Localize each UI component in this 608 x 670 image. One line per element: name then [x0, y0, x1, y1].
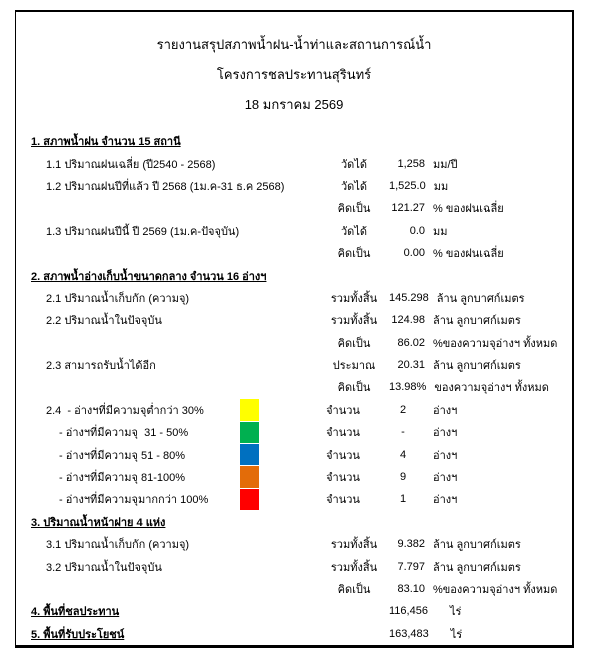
row-qualifier: คิดเป็น — [337, 382, 371, 395]
row-qualifier: จำนวน — [326, 494, 360, 507]
row-unit: อ่างฯ — [433, 404, 458, 417]
row-reservoir-current-percent — [16, 332, 572, 354]
row-reservoir-current — [16, 309, 572, 331]
row-qualifier: วัดได้ — [341, 180, 367, 193]
report-header — [16, 12, 572, 120]
row-qualifier: รวมทั้งสิ้น — [330, 292, 378, 305]
row-unit: ล้าน ลูกบาศก์เมตร — [433, 539, 521, 552]
row-unit: อ่างฯ — [433, 494, 458, 507]
row-qualifier: จำนวน — [326, 449, 360, 462]
row-value: 0.00 — [403, 247, 425, 260]
row-rainfall-last-year — [16, 175, 572, 197]
section-title: 1. สภาพน้ำฝน จำนวน 15 สถานี — [31, 136, 181, 149]
row-unit: ไร่ — [450, 628, 463, 641]
row-unit: %ของความจุอ่างฯ ทั้งหมด — [433, 584, 558, 596]
row-unit: %ของความจุอ่างฯ ทั้งหมด — [433, 337, 558, 350]
row-value: 13.98% — [389, 381, 427, 394]
color-swatch-yellow — [240, 399, 259, 421]
row-qualifier: วัดได้ — [341, 158, 367, 171]
row-value: 116,456 — [389, 605, 428, 618]
row-label: 2.3 สามารถรับน้ำได้อีก — [46, 360, 156, 373]
section-title: 2. สภาพน้ำอ่างเก็บน้ำขนาดกลาง จำนวน 16 อ่างฯ — [31, 270, 267, 283]
row-qualifier: จำนวน — [326, 472, 360, 485]
row-reservoir-remaining-percent — [16, 376, 572, 398]
row-label: - อ่างฯที่มีความจุ 51 - 80% — [59, 449, 186, 462]
color-swatch-orange — [240, 466, 259, 488]
row-label: 1.1 ปริมาณฝนเฉลี่ย (ปี2540 - 2568) — [46, 158, 216, 171]
row-label: 2.4 - อ่างฯที่มีความจุต่ำกว่า 30% — [46, 404, 204, 417]
row-qualifier: จำนวน — [326, 404, 360, 417]
row-value: 4 — [399, 448, 407, 461]
row-weir-capacity — [16, 533, 572, 555]
row-qualifier: คิดเป็น — [337, 584, 371, 596]
row-capacity-31-50 — [16, 421, 572, 443]
section-rainfall-header — [16, 130, 572, 152]
row-value: 20.31 — [397, 359, 425, 372]
row-capacity-over-100 — [16, 488, 572, 510]
row-label: - อ่างฯที่มีความจุ 31 - 50% — [59, 427, 189, 440]
row-unit: % ของฝนเฉลี่ย — [433, 203, 504, 216]
row-unit: อ่างฯ — [433, 472, 458, 485]
row-qualifier: คิดเป็น — [337, 248, 371, 261]
row-value: 86.02 — [397, 336, 425, 349]
row-label: 3.2 ปริมาณน้ำในปัจจุบัน — [46, 561, 162, 574]
row-label: 3.1 ปริมาณน้ำเก็บกัก (ความจุ) — [46, 539, 190, 552]
section-reservoirs-header — [16, 264, 572, 286]
section-title: 4. พื้นที่ชลประทาน — [31, 606, 120, 619]
row-rainfall-this-year-percent — [16, 242, 572, 264]
color-swatch-blue — [240, 444, 259, 466]
row-capacity-51-80 — [16, 443, 572, 465]
row-reservoir-remaining — [16, 354, 572, 376]
report-body — [16, 130, 572, 645]
section-title: 3. ปริมาณน้ำหน้าฝาย 4 แห่ง — [31, 516, 166, 529]
row-qualifier: คิดเป็น — [337, 337, 371, 350]
row-qualifier: จำนวน — [326, 427, 360, 440]
row-weir-current — [16, 555, 572, 577]
row-value: 9.382 — [397, 538, 425, 551]
row-qualifier: วัดได้ — [341, 225, 367, 238]
row-unit: ล้าน ลูกบาศก์เมตร — [433, 315, 521, 328]
row-value: 1,525.0 — [389, 179, 426, 192]
row-rainfall-last-year-percent — [16, 197, 572, 219]
report-page — [15, 10, 574, 648]
row-unit: มม — [433, 180, 449, 193]
row-value: 7.797 — [397, 560, 425, 573]
row-unit: มม — [433, 225, 448, 238]
report-date: 18 มกราคม 2569 — [244, 97, 344, 112]
row-value: 163,483 — [389, 627, 429, 640]
row-unit: อ่างฯ — [433, 427, 458, 440]
row-value: 121.27 — [391, 202, 425, 215]
color-swatch-green — [240, 422, 259, 444]
row-value: 124.98 — [391, 314, 425, 327]
row-qualifier: รวมทั้งสิ้น — [330, 315, 378, 328]
row-label: - อ่างฯที่มีความจุมากกว่า 100% — [59, 494, 209, 507]
project-name: โครงการชลประทานสุรินทร์ — [216, 67, 372, 82]
row-value: 145.298 — [389, 291, 429, 304]
report-title: รายงานสรุปสภาพน้ำฝน-น้ำท่าและสถานการณ์น้ำ — [156, 37, 432, 52]
row-unit: อ่างฯ — [433, 449, 458, 462]
row-value: 1 — [399, 493, 407, 506]
row-qualifier: ประมาณ — [332, 360, 376, 373]
row-value: 9 — [399, 471, 407, 484]
row-capacity-below-30 — [16, 399, 572, 421]
row-value: 1,258 — [397, 157, 425, 170]
section-title: 5. พื้นที่รับประโยชน์ — [31, 628, 125, 641]
row-label: 2.1 ปริมาณน้ำเก็บกัก (ความจุ) — [46, 292, 190, 305]
row-value: - — [401, 426, 405, 439]
row-label: 2.2 ปริมาณน้ำในปัจจุบัน — [46, 315, 162, 328]
row-unit: ล้าน ลูกบาศก์เมตร — [436, 292, 525, 305]
row-value: 0.0 — [409, 224, 425, 237]
row-label: 1.3 ปริมาณฝนปีนี้ ปี 2569 (1ม.ค-ปัจจุบัน) — [46, 225, 240, 238]
row-qualifier: รวมทั้งสิ้น — [330, 539, 378, 552]
color-swatch-red — [240, 489, 259, 511]
row-unit: ล้าน ลูกบาศก์เมตร — [433, 360, 521, 373]
section-weirs-header — [16, 511, 572, 533]
row-capacity-81-100 — [16, 466, 572, 488]
row-label: - อ่างฯที่มีความจุ 81-100% — [59, 472, 186, 485]
row-rainfall-this-year — [16, 220, 572, 242]
row-qualifier: คิดเป็น — [337, 203, 371, 216]
row-benefit-area — [16, 623, 572, 645]
row-unit: ล้าน ลูกบาศก์เมตร — [433, 561, 521, 574]
row-qualifier: รวมทั้งสิ้น — [330, 561, 378, 574]
row-reservoir-capacity — [16, 287, 572, 309]
row-unit: มม/ปี — [433, 158, 458, 171]
row-label: 1.2 ปริมาณฝนปีที่แล้ว ปี 2568 (1ม.ค-31 ธ.ค 2568) — [46, 180, 285, 193]
row-unit: ของความจุอ่างฯ ทั้งหมด — [434, 382, 549, 395]
row-unit: ไร่ — [449, 606, 462, 619]
row-weir-current-percent — [16, 578, 572, 600]
row-unit: % ของฝนเฉลี่ย — [433, 248, 504, 261]
row-irrigation-area — [16, 600, 572, 622]
row-value: 2 — [399, 403, 407, 416]
row-rainfall-average — [16, 152, 572, 174]
row-value: 83.10 — [397, 583, 425, 595]
